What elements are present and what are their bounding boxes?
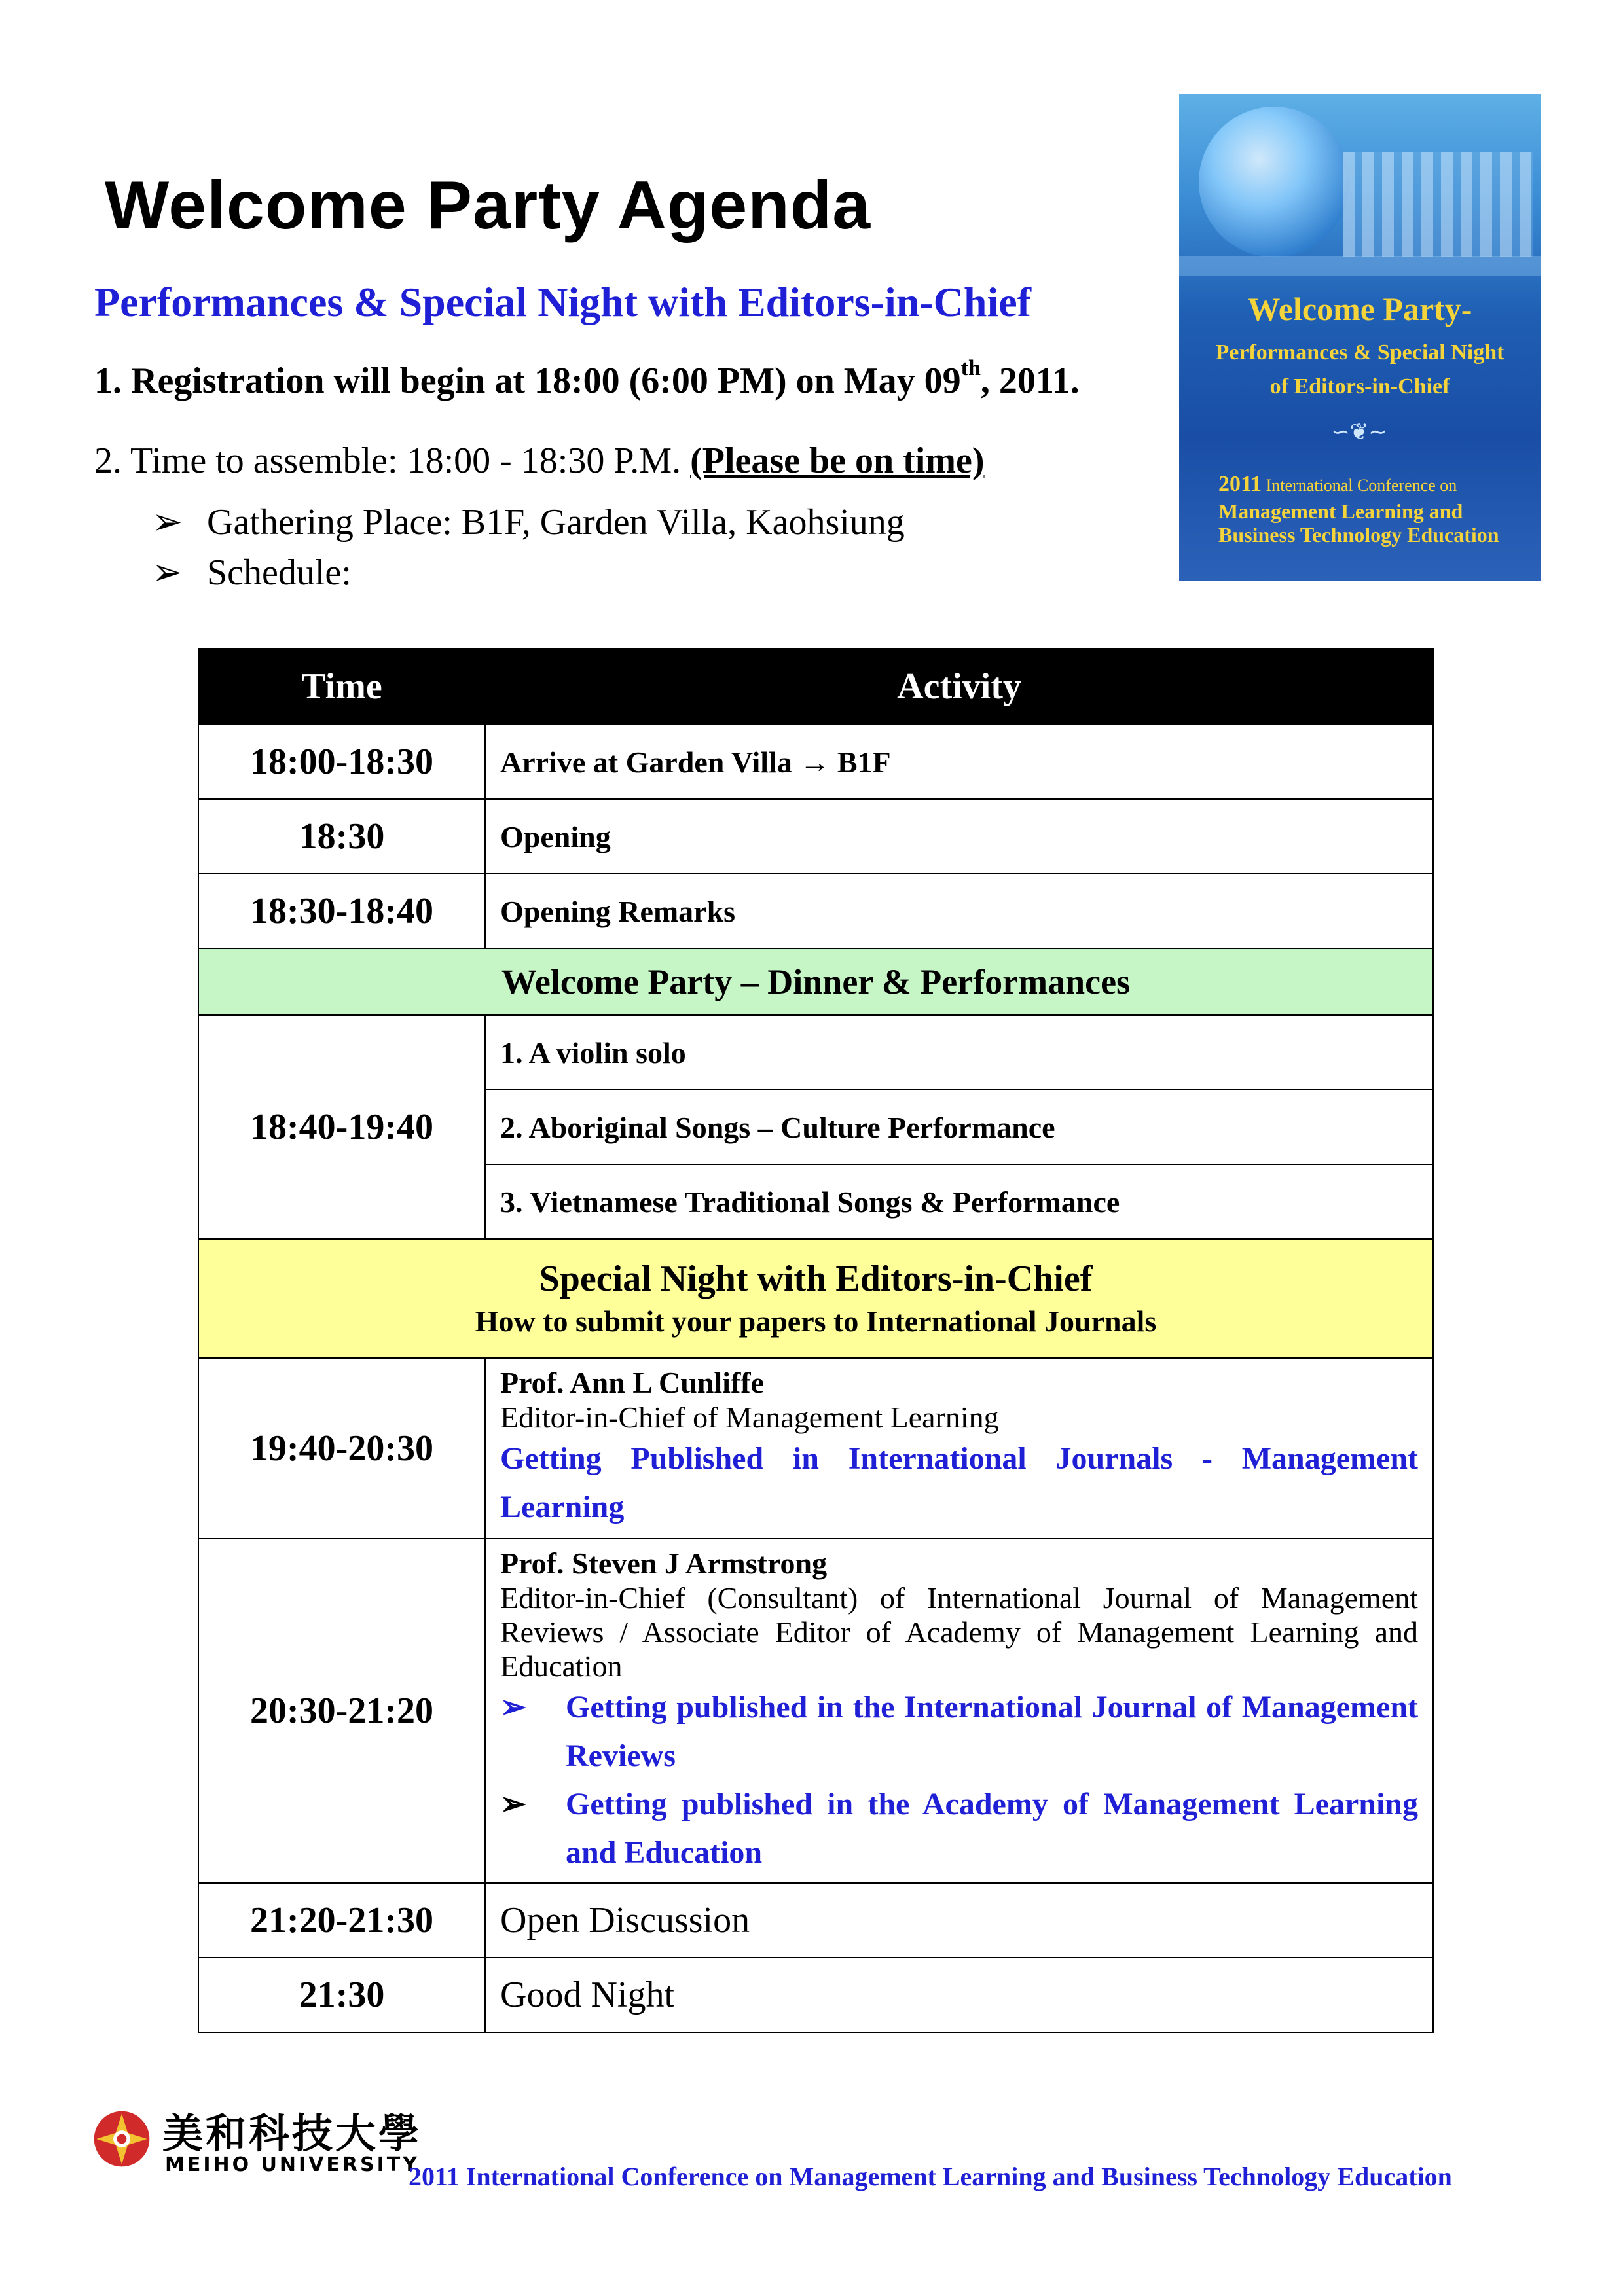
activity-cell: 2. Aboriginal Songs – Culture Performance (485, 1090, 1433, 1164)
talk-title: Getting Published in International Journals - Management Learning (500, 1441, 1418, 1524)
section-subtitle: How to submit your papers to International Journals (475, 1304, 1157, 1338)
bullet-arrow-icon: ➢ (500, 1690, 527, 1725)
university-seal-icon (92, 2109, 152, 2169)
time-cell: 18:40-19:40 (198, 1015, 485, 1239)
bullet-arrow-icon: ➢ (152, 552, 183, 593)
column-header-activity: Activity (485, 649, 1433, 725)
registration-text: 1. Registration will begin at 18:00 (6:00 PM) on May 09 (94, 361, 961, 401)
activity-cell: Arrive at Garden Villa → B1F (485, 725, 1433, 799)
column-header-time: Time (198, 649, 485, 725)
cover-title: Welcome Party- (1247, 291, 1472, 327)
cover-subtitle-line2: of Editors-in-Chief (1269, 374, 1450, 399)
cover-band (1179, 256, 1541, 276)
time-cell: 18:30-18:40 (198, 874, 485, 948)
cover-subtitle-line1: Performances & Special Night (1215, 340, 1504, 365)
time-cell: 21:30 (198, 1958, 485, 2032)
bullet-arrow-icon: ➢ (152, 502, 183, 543)
event-cover-image (1179, 94, 1541, 581)
speaker-name: Prof. Steven J Armstrong (500, 1547, 828, 1580)
activity-cell: Opening Remarks (485, 874, 1433, 948)
assemble-emphasis: (Please be on time) (690, 440, 985, 481)
table-row (198, 874, 1433, 948)
section-cell (198, 1239, 1433, 1358)
activity-cell: 3. Vietnamese Traditional Songs & Performance (485, 1164, 1433, 1239)
talk-title: Getting published in the Academy of Management Learning and Education (566, 1787, 1418, 1870)
talk-item (500, 1683, 1418, 1780)
section-title: Special Night with Editors-in-Chief (539, 1259, 1093, 1299)
bullet-text: Schedule: (207, 552, 352, 593)
assemble-text: 2. Time to assemble: 18:00 - 18:30 P.M. (94, 440, 691, 481)
time-cell: 19:40-20:30 (198, 1358, 485, 1539)
cover-subtitle (1179, 336, 1541, 404)
agenda-table (198, 648, 1434, 2033)
registration-superscript: th (960, 356, 981, 380)
time-cell: 20:30-21:20 (198, 1539, 485, 1883)
table-row (198, 1539, 1433, 1883)
speaker-name: Prof. Ann L Cunliffe (500, 1366, 764, 1399)
cover-conference-heading (1218, 473, 1533, 497)
section-row-dinner (198, 948, 1433, 1015)
section-row-special-night (198, 1239, 1433, 1358)
university-name-english: MEIHO UNIVERSITY (165, 2153, 420, 2176)
cover-conf-year: 2011 (1218, 472, 1262, 496)
time-cell: 21:20-21:30 (198, 1883, 485, 1958)
bullet-arrow-icon: ➢ (500, 1787, 527, 1821)
activity-cell: 1. A violin solo (485, 1015, 1433, 1090)
cover-conf-line2: Business Technology Education (1218, 523, 1499, 547)
registration-line (94, 356, 1080, 402)
city-skyline-graphic (1343, 152, 1533, 257)
time-cell: 18:30 (198, 799, 485, 874)
table-row (198, 725, 1433, 799)
talk-title: Getting published in the International Journal of Management Reviews (566, 1690, 1418, 1773)
speaker-cell (485, 1358, 1433, 1539)
page-title: Welcome Party Agenda (105, 168, 871, 243)
university-name-chinese: 美和科技大學 (162, 2109, 422, 2157)
table-row (198, 1015, 1433, 1090)
talk-item (500, 1780, 1418, 1877)
bullet-schedule (152, 551, 352, 594)
cover-conference-name (1218, 499, 1533, 547)
footer-conference: 2011 International Conference on Management Learning and Business Technology Education (409, 2162, 1452, 2191)
assemble-line (94, 440, 985, 482)
registration-year: , 2011. (980, 361, 1080, 401)
table-header-row (198, 649, 1433, 725)
ornament-icon: ∽❦∼ (1331, 420, 1387, 444)
table-row (198, 799, 1433, 874)
university-logo (92, 2094, 422, 2186)
speaker-role: Editor-in-Chief of Management Learning (500, 1401, 999, 1434)
activity-cell: Good Night (485, 1958, 1433, 2032)
cover-conf-line1: Management Learning and (1218, 499, 1463, 523)
table-row (198, 1883, 1433, 1958)
globe-graphic (1199, 107, 1349, 257)
speaker-role: Editor-in-Chief (Consultant) of International Journal of Management Reviews / Associate Editor of Academy of Management Learning and Education (500, 1581, 1418, 1683)
time-cell: 18:00-18:30 (198, 725, 485, 799)
table-row (198, 1358, 1433, 1539)
page-subtitle: Performances & Special Night with Editors-in-Chief (94, 279, 1031, 325)
table-row (198, 1958, 1433, 2032)
cover-conf-small: International Conference on (1266, 476, 1457, 495)
bullet-text: Gathering Place: B1F, Garden Villa, Kaohsiung (207, 502, 905, 543)
activity-cell: Opening (485, 799, 1433, 874)
section-title: Welcome Party – Dinner & Performances (198, 948, 1433, 1015)
speaker-cell (485, 1539, 1433, 1883)
bullet-gathering-place (152, 501, 905, 543)
activity-cell: Open Discussion (485, 1883, 1433, 1958)
